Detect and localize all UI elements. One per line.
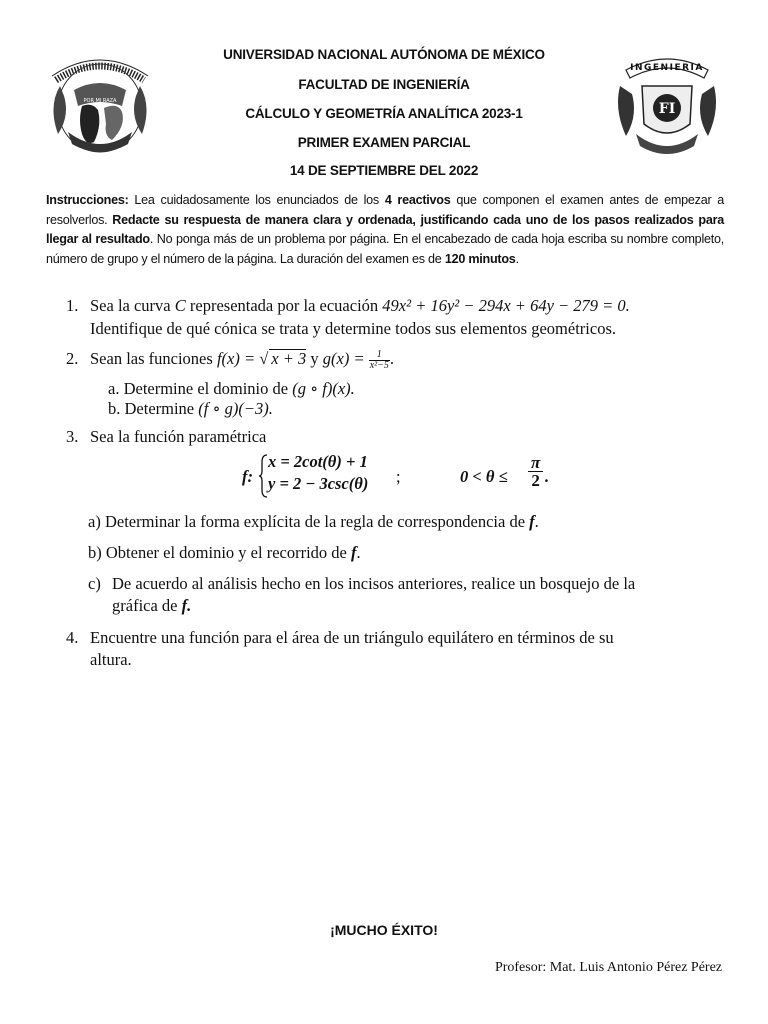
theta-bound-fraction [528, 454, 543, 489]
curve-variable: C [174, 296, 186, 315]
faculty-title: FACULTAD DE INGENIERÍA [298, 77, 470, 92]
question-3b-text: Obtener el dominio y el recorrido de [105, 543, 351, 562]
question-2a [108, 378, 355, 400]
svg-text:POR MI RAZA: POR MI RAZA [83, 98, 117, 104]
instructions-paragraph [46, 191, 724, 269]
instructions-bold-1: 4 reactivos [384, 193, 451, 207]
question-2b-label: b. [108, 399, 121, 418]
question-4-number: 4. [66, 628, 79, 647]
question-2a-expression: (g ∘ f)(x). [292, 379, 355, 398]
question-3-number: 3. [66, 427, 79, 446]
instructions-text-1: Lea cuidadosamente los enunciados de los [128, 193, 385, 207]
conic-equation: 49x² + 16y² − 294x + 64y − 279 = 0. [382, 296, 630, 315]
instructions-bold-2: Redacte su respuesta de manera clara y ordenada, justificando cada uno de los pasos realizados para llegar al resultado [46, 212, 724, 246]
question-1-text-mid: representada por la ecuación [185, 296, 383, 315]
exam-date: 14 DE SEPTIEMBRE DEL 2022 [289, 163, 479, 178]
question-3c-line-1: De acuerdo al análisis hecho en los incisos anteriores, realice un bosquejo de la [112, 574, 636, 593]
question-1-number: 1. [66, 296, 79, 315]
question-3a [88, 511, 539, 533]
theta-bound-numerator: π [528, 454, 543, 472]
question-3a-text: Determinar la forma explícita de la regla de correspondencia de [104, 512, 530, 531]
instructions-text-3: . No ponga más de un problema por página. En el encabezado de cada hoja escriba su nombre completo, número de grupo y el número de la página. La duración del examen es de [46, 232, 724, 266]
f-definition: f(x) = [216, 349, 260, 368]
instructions-text-4: . [515, 251, 519, 266]
parametric-y-equation: y = 2 − 3csc(θ) [268, 474, 369, 493]
question-4-line-1: Encuentre una función para el área de un triángulo equilátero en términos de su [90, 628, 614, 647]
instructions-label: Instrucciones: [46, 193, 129, 207]
professor-name: Profesor: Mat. Luis Antonio Pérez Pérez [494, 960, 722, 975]
university-title: UNIVERSIDAD NACIONAL AUTÓNOMA DE MÉXICO [223, 47, 545, 62]
question-3c-line-2 [112, 595, 191, 617]
question-3a-var: f [529, 512, 535, 531]
instructions-text-2: que componen el examen antes de empezar a resolverlos. [46, 193, 724, 227]
svg-text:FI: FI [658, 101, 676, 117]
question-2-conjunction: y [306, 349, 323, 368]
parametric-f-label: f: [242, 467, 253, 486]
question-3b-var: f [351, 543, 357, 562]
question-2a-label: a. [108, 379, 120, 398]
ingenieria-seal-text: INGENIERIA [630, 63, 704, 73]
question-4-line-2: altura. [90, 650, 132, 669]
question-3c-line-2-text: gráfica de [112, 596, 182, 615]
question-3c-var: f [181, 596, 188, 615]
exam-title: PRIMER EXAMEN PARCIAL [297, 135, 471, 150]
question-2-text: Sean las funciones [90, 349, 217, 368]
closing-message: ¡MUCHO ÉXITO! [330, 922, 438, 938]
g-denominator: x²−5 [369, 359, 389, 371]
question-1-text: Sea la curva [90, 296, 175, 315]
course-title: CÁLCULO Y GEOMETRÍA ANALÍTICA 2023-1 [245, 106, 523, 121]
g-definition: g(x) = [322, 349, 369, 368]
question-3-text: Sea la función paramétrica [90, 427, 267, 446]
question-3b-label: b) [88, 543, 102, 562]
question-3a-end: . [534, 512, 539, 531]
left-brace-icon [258, 454, 268, 498]
question-2b-expression: (f ∘ g)(−3). [198, 399, 273, 418]
question-3b [88, 542, 361, 564]
parametric-semicolon: ; [396, 467, 401, 486]
question-2a-text: Determine el dominio de [123, 379, 293, 398]
parametric-x-equation: x = 2cot(θ) + 1 [268, 452, 368, 471]
question-3c-end: . [187, 596, 192, 615]
question-2b-text: Determine [124, 399, 199, 418]
question-3a-label: a) [88, 512, 101, 531]
question-1-line-2: Identifique de qué cónica se trata y determine todos sus elementos geométricos. [90, 319, 616, 338]
question-3b-end: . [356, 543, 361, 562]
theta-condition-end: . [545, 467, 550, 486]
question-3c-label: c) [88, 574, 101, 593]
theta-condition: 0 < θ ≤ [460, 467, 508, 486]
instructions-bold-3: 120 minutos [444, 251, 516, 266]
f-radicand: x + 3 [271, 349, 307, 368]
g-fraction [369, 350, 390, 371]
g-numerator: 1 [369, 350, 390, 361]
question-2-end: . [389, 349, 395, 368]
theta-bound-denominator: 2 [531, 471, 540, 490]
question-2-number: 2. [66, 349, 79, 368]
question-2b [108, 398, 273, 420]
